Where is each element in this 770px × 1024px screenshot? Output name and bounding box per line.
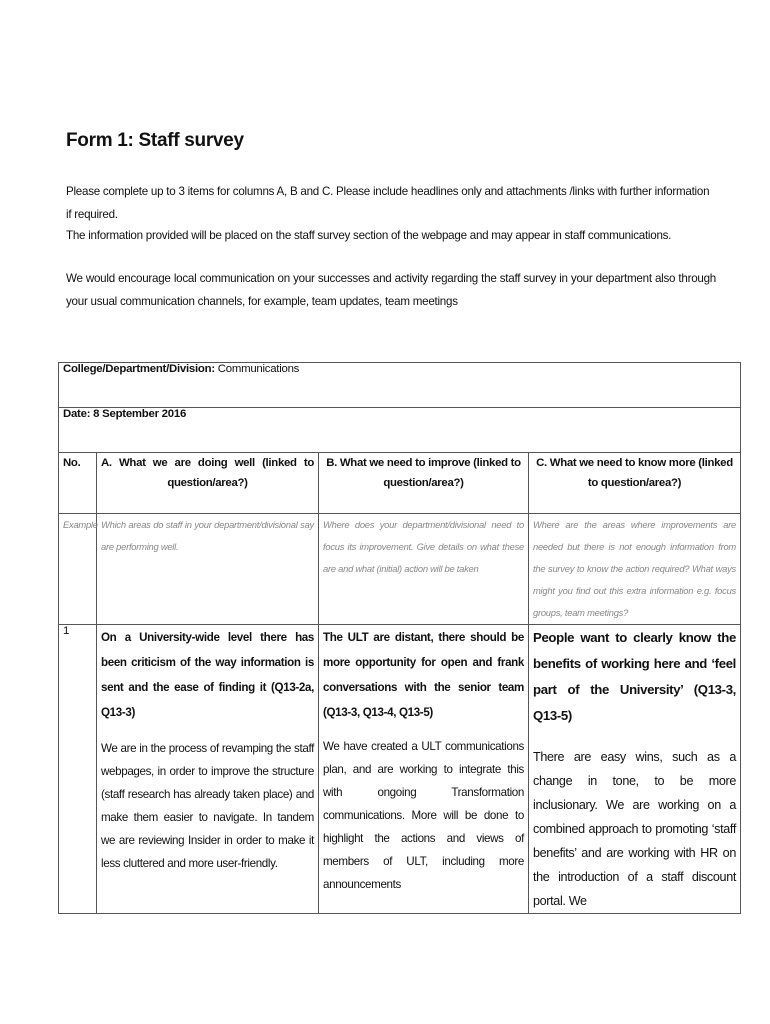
department-label: College/Department/Division:	[63, 363, 215, 375]
department-value: Communications	[214, 363, 300, 375]
date-row	[59, 408, 741, 453]
row-c-headline: People want to clearly know the benefits of working here and ‘feel part of the University’ (Q13-3, Q13-5)	[533, 630, 736, 723]
intro-paragraph-2: The information provided will be placed on the staff survey section of the webpage and may appear in staff communications.	[66, 229, 672, 242]
row-c-details: There are easy wins, such as a change in tone, to be more inclusionary. We are working on a combined approach to promoting ‘staff benefits’ and are working with HR on the introduction of a staff discount portal. We	[533, 750, 736, 908]
table-row	[59, 625, 741, 914]
row-number: 1	[59, 625, 97, 914]
column-header-row	[59, 453, 741, 514]
example-label: Example	[59, 514, 97, 625]
date-value: 8 September 2016	[90, 408, 187, 420]
department-row	[59, 363, 741, 408]
department-cell	[59, 363, 741, 408]
example-b: Where does your department/divisional need to focus its improvement. Give details on what these are and what (initial) action will be taken	[319, 514, 529, 625]
example-c: Where are the areas where improvements are needed but there is not enough information from the survey to know the action required? What ways might you find out this extra information e.g. focus groups, team meetings?	[529, 514, 741, 625]
survey-form-table	[58, 362, 741, 914]
example-row	[59, 514, 741, 625]
column-header-b: B. What we need to improve (linked to question/area?)	[319, 453, 529, 514]
row-cell-a	[97, 625, 319, 914]
row-b-details: We have created a ULT communications plan, and are working to integrate this with ongoing Transformation communications. More will be done to highlight the actions and views of members of ULT, including more announcements	[323, 740, 524, 891]
row-cell-c	[529, 625, 741, 914]
date-label: Date:	[63, 408, 91, 420]
column-header-no: No.	[59, 453, 97, 514]
row-a-details: We are in the process of revamping the staff webpages, in order to improve the structure (staff research has already taken place) and make them easier to navigate. In tandem we are reviewing Insider in order to make it less cluttered and more user-friendly.	[101, 742, 314, 870]
intro-paragraph-1: Please complete up to 3 items for columns A, B and C. Please include headlines only and attachments /links with further information if required.	[66, 185, 710, 221]
row-cell-b	[319, 625, 529, 914]
form-title: Form 1: Staff survey	[66, 130, 244, 151]
intro-paragraph-3: We would encourage local communication on your successes and activity regarding the staff survey in your department also through your usual communication channels, for example, team updates, team meetings	[66, 272, 716, 308]
row-a-headline: On a University-wide level there has been criticism of the way information is sent and the ease of finding it (Q13-2a, Q13-3)	[101, 631, 314, 719]
example-a: Which areas do staff in your department/divisional say are performing well.	[97, 514, 319, 625]
column-header-c: C. What we need to know more (linked to question/area?)	[529, 453, 741, 514]
row-b-headline: The ULT are distant, there should be more opportunity for open and frank conversations with the senior team (Q13-3, Q13-4, Q13-5)	[323, 631, 524, 719]
column-header-a: A. What we are doing well (linked to question/area?)	[97, 453, 319, 514]
date-cell	[59, 408, 741, 453]
